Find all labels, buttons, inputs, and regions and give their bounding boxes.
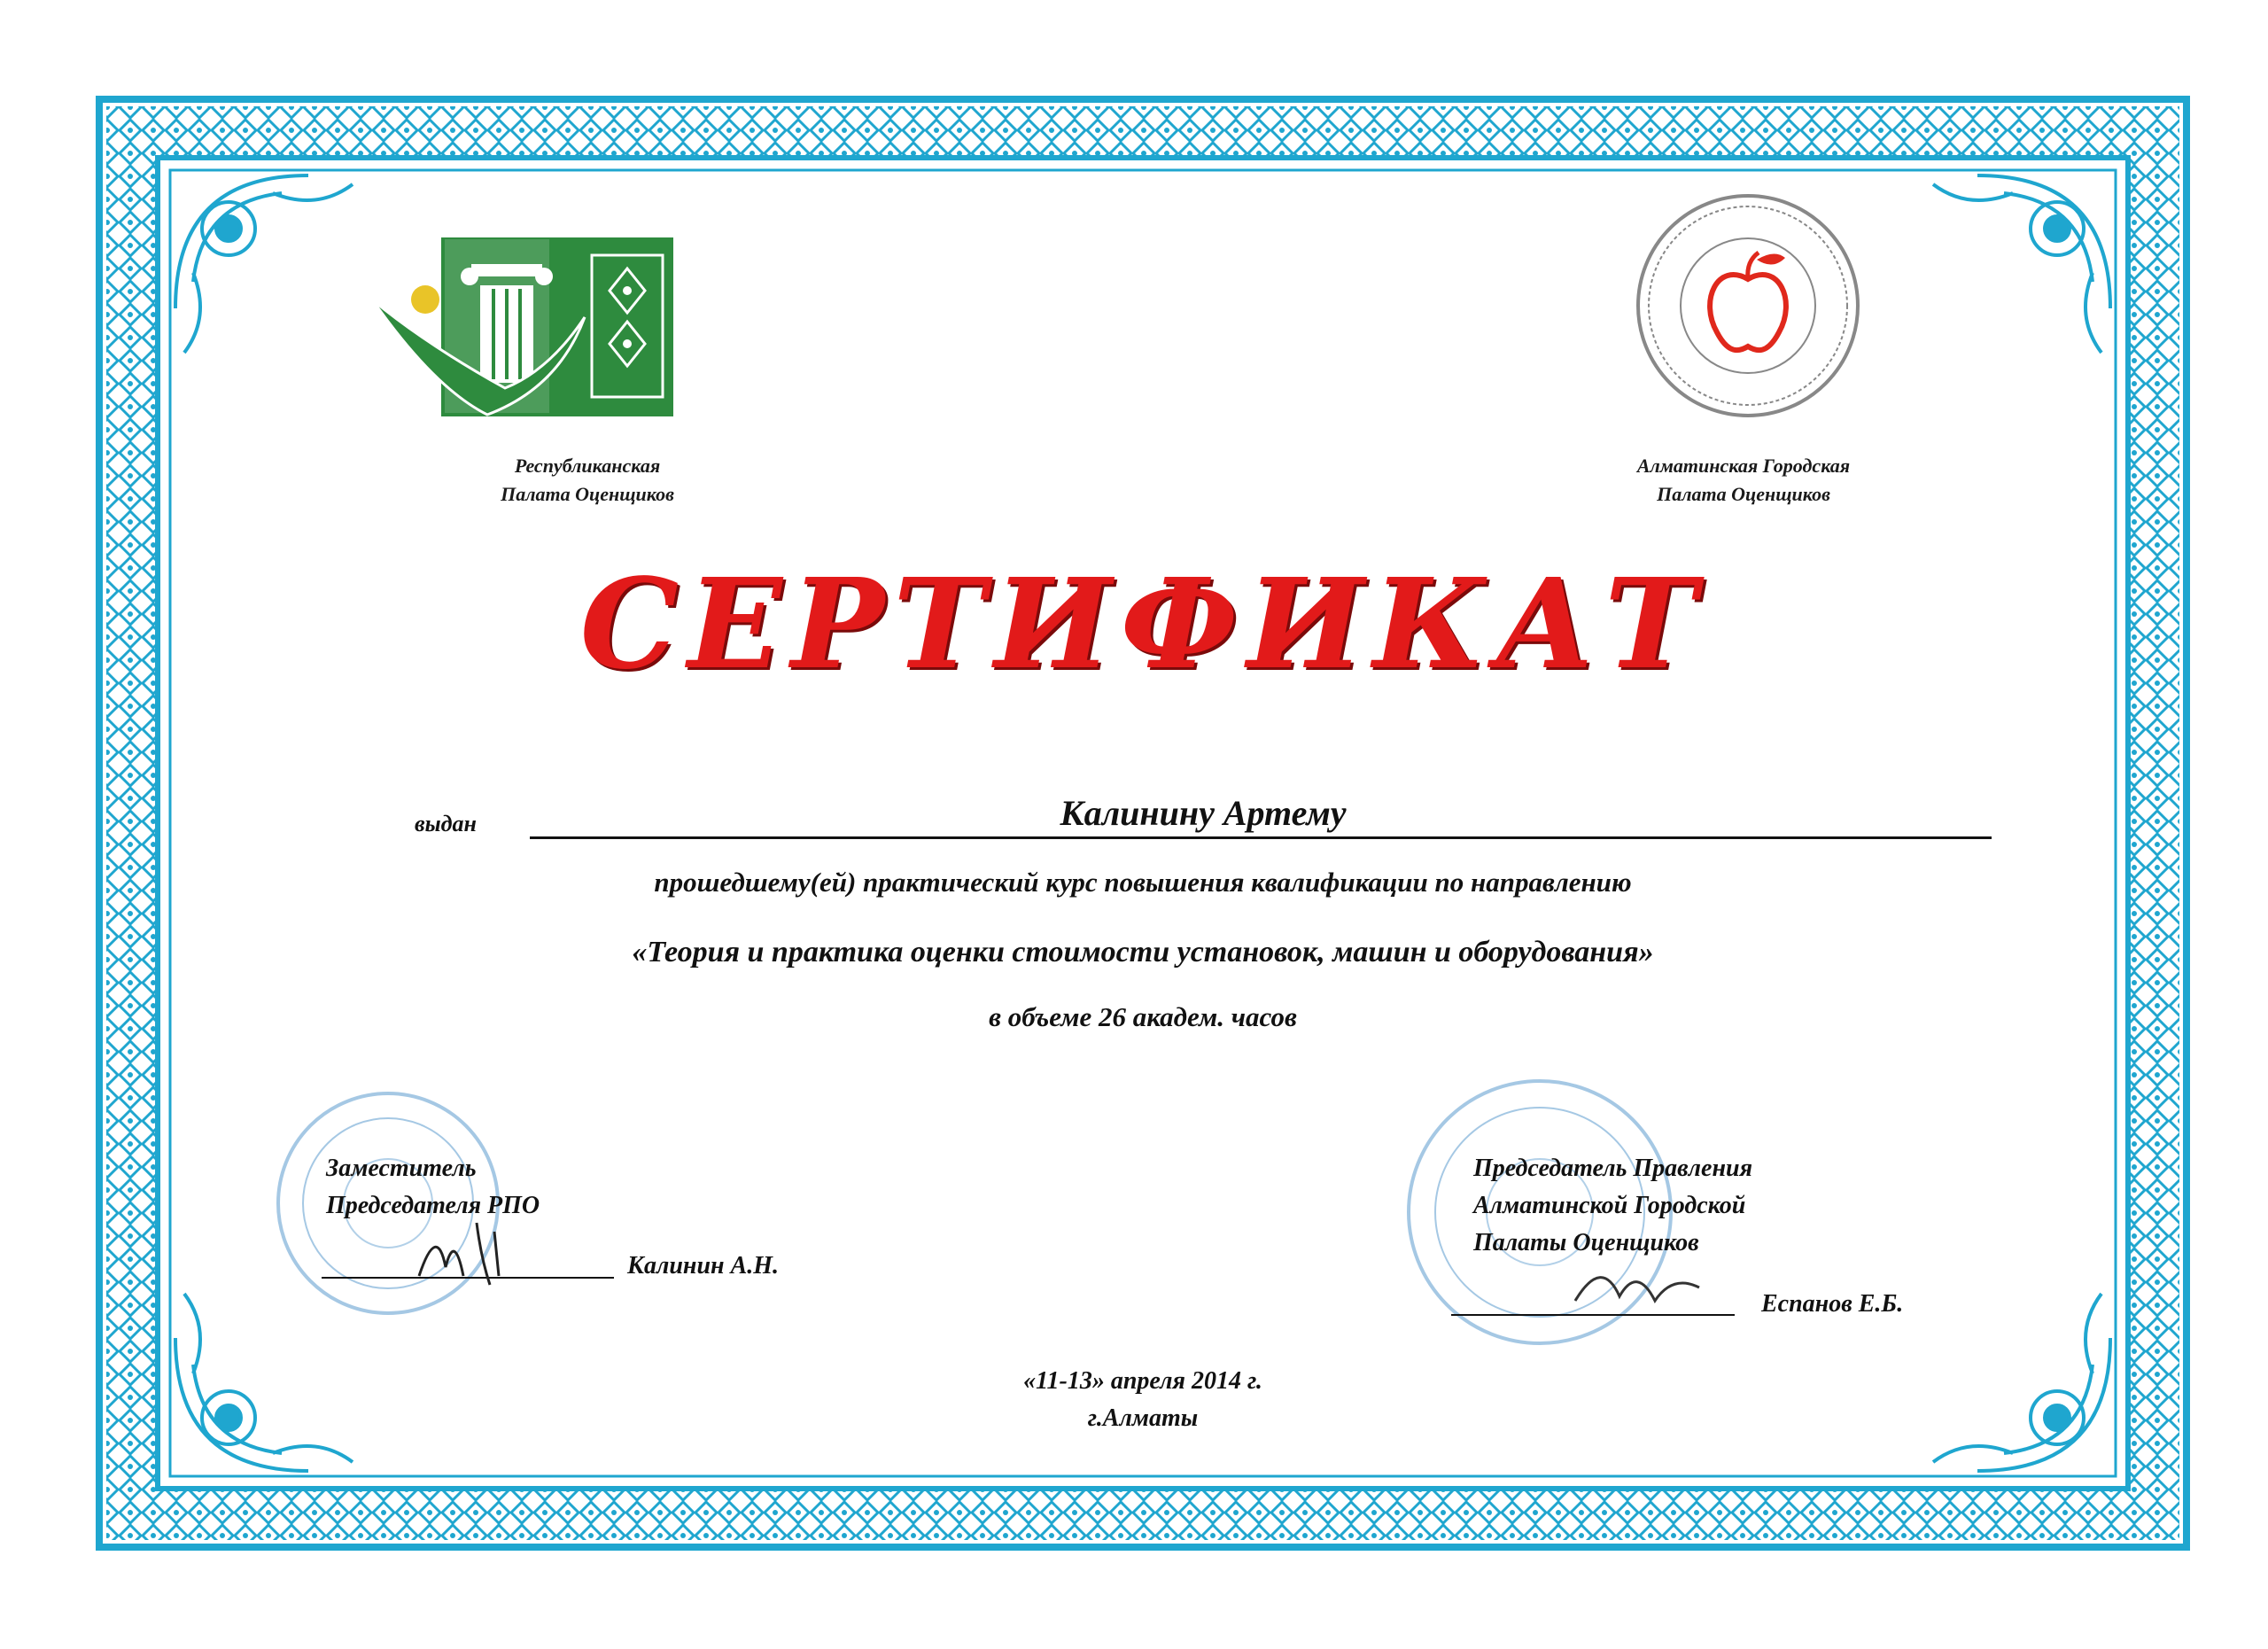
- right-signatory-name: Еспанов Е.Б.: [1761, 1290, 1904, 1318]
- corner-ornament-top-left: [175, 175, 353, 353]
- certificate-title: СЕРТИФИКАТ: [579, 552, 1706, 697]
- left-org-caption: Республиканская Палата Оценщиков: [501, 455, 674, 505]
- corner-ornament-top-right: [1933, 175, 2110, 353]
- issue-city: г.Алматы: [1087, 1404, 1199, 1432]
- right-signature: [1566, 1248, 1708, 1318]
- left-signature: [410, 1214, 543, 1294]
- issue-date: «11-13» апреля 2014 г.: [1023, 1367, 1262, 1395]
- issued-underline: [530, 836, 1992, 839]
- left-signatory: Заместитель Председателя РПО: [326, 1155, 540, 1219]
- certificate: [96, 96, 2190, 1551]
- course-hours: в объеме 26 академ. часов: [989, 1001, 1297, 1032]
- issued-label: выдан: [415, 811, 477, 836]
- issued-row: [415, 782, 1992, 844]
- right-signatory: Председатель Правления Алматинской Городской Палаты Оценщиков: [1473, 1155, 1753, 1256]
- course-description: прошедшему(ей) практический курс повышения квалификации по направлению: [654, 867, 1632, 898]
- apple-seal-logo: [1633, 191, 1863, 421]
- right-org-caption: Алматинская Городская Палата Оценщиков: [1636, 455, 1851, 505]
- left-signatory-name: Калинин А.Н.: [627, 1252, 780, 1280]
- course-title: «Теория и практика оценки стоимости установок, машин и оборудования»: [632, 936, 1654, 968]
- date-place: [96, 1363, 2190, 1437]
- recipient-name: Калинину Артему: [1060, 793, 1347, 833]
